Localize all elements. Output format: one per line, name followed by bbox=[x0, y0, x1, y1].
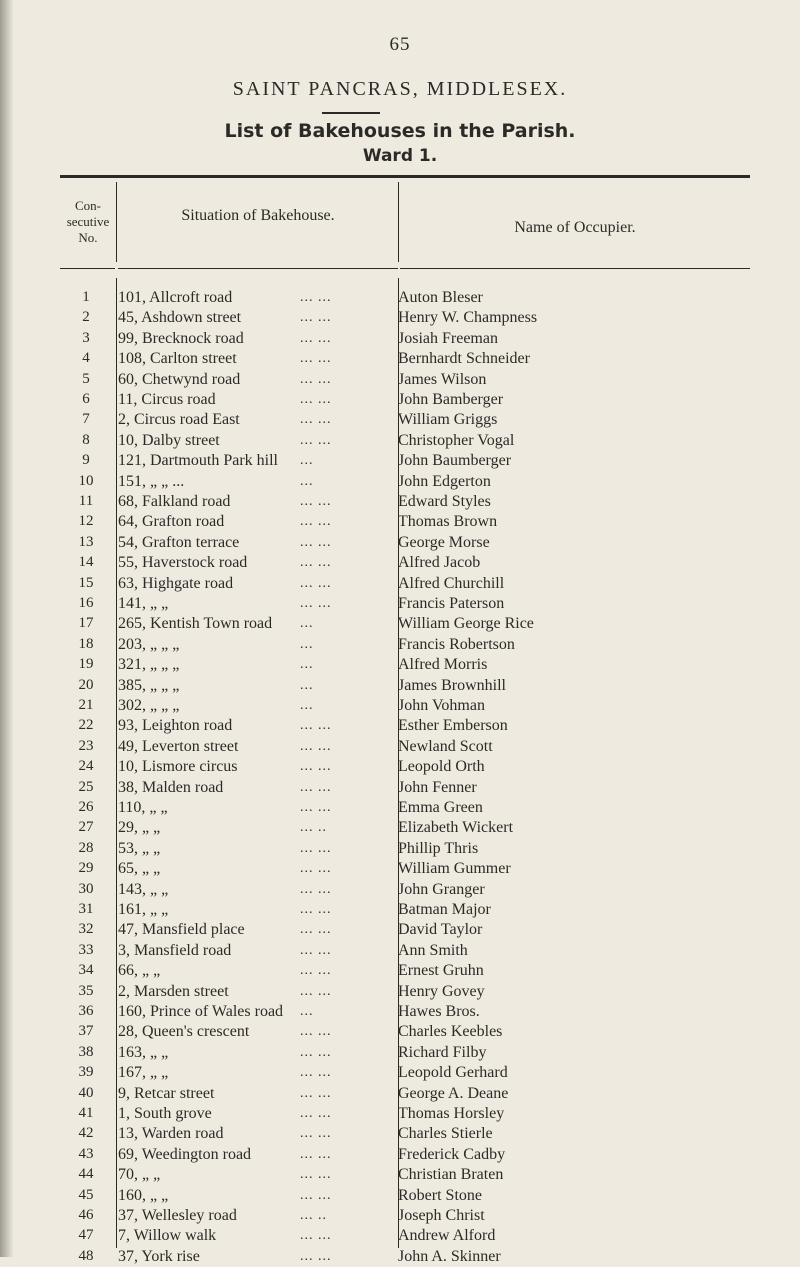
leader-dots: ... ... bbox=[300, 1106, 332, 1121]
leader-dots: ... ... bbox=[300, 1085, 332, 1101]
column-header-consecutive-no: Con- secutive No. bbox=[66, 198, 110, 245]
leader-dots: ... ... bbox=[300, 575, 332, 591]
bakehouse-situation: 70, „ „ bbox=[118, 1166, 161, 1184]
leader-dots: ... ... bbox=[300, 800, 332, 815]
bakehouse-situation: 54, Grafton terrace bbox=[118, 533, 240, 551]
table-row bbox=[0, 491, 800, 512]
row-number: 21 bbox=[78, 697, 94, 713]
occupier-name: George Morse bbox=[398, 533, 490, 551]
row-number: 44 bbox=[78, 1166, 94, 1183]
occupier-name: Josiah Freeman bbox=[398, 329, 498, 347]
table-row bbox=[0, 348, 800, 369]
leader-dots: ... ... bbox=[300, 759, 332, 775]
bakehouse-situation: 66, „ „ bbox=[118, 962, 161, 980]
header-bottom-rule bbox=[118, 268, 398, 269]
row-number: 8 bbox=[82, 431, 90, 448]
list-heading: List of Bakehouses in the Parish. bbox=[224, 120, 576, 142]
table-row bbox=[0, 532, 800, 553]
row-number: 15 bbox=[78, 574, 94, 591]
table-row bbox=[0, 858, 800, 879]
occupier-name: Auton Bleser bbox=[398, 289, 483, 306]
row-number: 14 bbox=[78, 554, 94, 571]
table-row bbox=[0, 328, 800, 349]
row-number: 36 bbox=[78, 1003, 94, 1019]
bakehouse-situation: 1, South grove bbox=[118, 1105, 212, 1122]
leader-dots: ... bbox=[300, 1004, 314, 1019]
occupier-name: Edward Styles bbox=[398, 493, 491, 510]
leader-dots: ... ... bbox=[300, 922, 332, 938]
row-number: 13 bbox=[78, 533, 94, 550]
leader-dots: ... ... bbox=[300, 840, 332, 856]
leader-dots: ... ... bbox=[300, 902, 332, 917]
leader-dots: ... bbox=[300, 636, 314, 652]
table-row bbox=[0, 960, 800, 981]
table-row bbox=[0, 817, 800, 838]
table-row bbox=[0, 1164, 800, 1185]
bakehouse-situation: 45, Ashdown street bbox=[118, 309, 242, 327]
column-divider bbox=[398, 182, 399, 262]
table-row bbox=[0, 307, 800, 328]
leader-dots: ... ... bbox=[300, 412, 332, 428]
leader-dots: ... ... bbox=[300, 392, 332, 407]
occupier-name: John Baumberger bbox=[398, 452, 512, 470]
row-number: 45 bbox=[78, 1186, 94, 1203]
leader-dots: ... bbox=[300, 473, 314, 489]
occupier-name: Henry Govey bbox=[398, 982, 485, 1000]
leader-dots: ... ... bbox=[300, 290, 332, 305]
row-number: 38 bbox=[78, 1043, 94, 1060]
leader-dots: ... ... bbox=[300, 555, 332, 571]
row-number: 2 bbox=[82, 309, 90, 326]
row-number: 5 bbox=[82, 370, 90, 387]
occupier-name: Esther Emberson bbox=[398, 717, 508, 735]
row-number: 22 bbox=[78, 717, 94, 734]
table-row bbox=[0, 1083, 800, 1104]
occupier-name: Thomas Horsley bbox=[398, 1105, 505, 1122]
leader-dots: ... ... bbox=[300, 351, 332, 367]
row-number: 27 bbox=[78, 819, 94, 836]
bakehouse-situation: 38, Malden road bbox=[118, 778, 224, 796]
table-row bbox=[0, 287, 800, 308]
leader-dots: ... ... bbox=[300, 881, 332, 897]
leader-dots: ... ... bbox=[300, 514, 332, 530]
row-number: 11 bbox=[78, 493, 94, 509]
table-row bbox=[0, 593, 800, 614]
row-number: 40 bbox=[78, 1084, 94, 1101]
leader-dots: ... ... bbox=[300, 861, 332, 877]
occupier-name: Phillip Thris bbox=[398, 839, 479, 857]
table-row bbox=[0, 899, 800, 920]
occupier-name: Alfred Morris bbox=[398, 656, 488, 674]
occupier-name: Robert Stone bbox=[398, 1186, 482, 1204]
bakehouse-situation: 49, Leverton street bbox=[118, 737, 239, 755]
table-row bbox=[0, 450, 800, 471]
bakehouse-situation: 69, Weedington road bbox=[118, 1145, 252, 1163]
row-number: 31 bbox=[78, 901, 94, 917]
bakehouse-situation: 37, York rise bbox=[118, 1247, 200, 1265]
occupier-name: Christian Braten bbox=[398, 1166, 504, 1184]
table-row bbox=[0, 1001, 800, 1022]
table-row bbox=[0, 634, 800, 655]
row-number: 19 bbox=[78, 656, 94, 673]
occupier-name: James Brownhill bbox=[398, 676, 506, 694]
occupier-name: John Bamberger bbox=[398, 391, 504, 408]
table-row bbox=[0, 613, 800, 634]
row-number: 16 bbox=[78, 595, 94, 611]
bakehouse-situation: 7, Willow walk bbox=[118, 1227, 217, 1245]
title-divider bbox=[322, 112, 380, 114]
row-number: 41 bbox=[78, 1105, 94, 1121]
table-row bbox=[0, 1144, 800, 1165]
table-row bbox=[0, 1123, 800, 1144]
bakehouse-situation: 321, „ „ „ bbox=[118, 656, 180, 674]
leader-dots: ... ... bbox=[300, 596, 332, 611]
occupier-name: George A. Deane bbox=[398, 1084, 509, 1102]
leader-dots: ... ... bbox=[300, 330, 332, 346]
bakehouse-situation: 141, „ „ bbox=[118, 595, 169, 612]
table-row bbox=[0, 797, 800, 818]
leader-dots: ... ... bbox=[300, 1248, 332, 1264]
row-number: 29 bbox=[78, 860, 94, 877]
occupier-name: Frederick Cadby bbox=[398, 1145, 506, 1163]
row-number: 10 bbox=[78, 472, 94, 489]
row-number: 30 bbox=[78, 880, 94, 897]
bakehouse-situation: 93, Leighton road bbox=[118, 717, 233, 735]
bakehouse-situation: 99, Brecknock road bbox=[118, 329, 244, 347]
leader-dots: ... ... bbox=[300, 1167, 332, 1183]
bakehouse-situation: 143, „ „ bbox=[118, 880, 169, 898]
occupier-name: John Fenner bbox=[398, 778, 477, 796]
bakehouse-situation: 2, Marsden street bbox=[118, 982, 229, 1000]
occupier-name: Alfred Jacob bbox=[398, 554, 481, 572]
row-number: 32 bbox=[78, 921, 94, 938]
leader-dots: ... ... bbox=[300, 432, 332, 448]
row-number: 23 bbox=[78, 737, 94, 754]
occupier-name: John Granger bbox=[398, 880, 485, 898]
table-row bbox=[0, 879, 800, 900]
table-row bbox=[0, 369, 800, 390]
occupier-name: Richard Filby bbox=[398, 1043, 487, 1061]
table-row bbox=[0, 777, 800, 798]
bakehouse-situation: 55, Haverstock road bbox=[118, 554, 248, 572]
row-number: 25 bbox=[78, 778, 94, 795]
bakehouse-situation: 160, „ „ bbox=[118, 1186, 169, 1204]
row-number: 43 bbox=[78, 1145, 94, 1162]
occupier-name: William Gummer bbox=[398, 860, 511, 878]
leader-dots: ... ... bbox=[300, 1024, 332, 1040]
row-number: 46 bbox=[78, 1207, 94, 1223]
leader-dots: ... ... bbox=[300, 1228, 332, 1244]
occupier-name: Hawes Bros. bbox=[398, 1003, 480, 1020]
bakehouse-situation: 203, „ „ „ bbox=[118, 635, 180, 653]
table-row bbox=[0, 981, 800, 1002]
leader-dots: ... ... bbox=[300, 1146, 332, 1162]
table-row bbox=[0, 695, 800, 716]
table-row bbox=[0, 736, 800, 757]
row-number: 12 bbox=[78, 513, 94, 530]
header-bottom-rule bbox=[400, 268, 750, 269]
row-number: 17 bbox=[78, 615, 94, 632]
bakehouse-situation: 10, Dalby street bbox=[118, 431, 220, 449]
occupier-name: John Edgerton bbox=[398, 472, 491, 490]
table-row bbox=[0, 838, 800, 859]
leader-dots: ... ... bbox=[300, 371, 332, 387]
table-row bbox=[0, 511, 800, 532]
row-number: 1 bbox=[82, 289, 90, 305]
table-row bbox=[0, 1185, 800, 1206]
leader-dots: ... bbox=[300, 657, 314, 673]
occupier-name: William George Rice bbox=[398, 615, 534, 633]
bakehouse-situation: 9, Retcar street bbox=[118, 1084, 215, 1102]
table-row bbox=[0, 1062, 800, 1083]
column-divider bbox=[116, 182, 117, 262]
occupier-name: Bernhardt Schneider bbox=[398, 350, 530, 368]
row-number: 6 bbox=[82, 391, 90, 407]
bakehouse-situation: 2, Circus road East bbox=[118, 411, 240, 429]
column-header-occupier: Name of Occupier. bbox=[514, 219, 636, 236]
bakehouse-situation: 53, „ „ bbox=[118, 839, 161, 857]
leader-dots: ... bbox=[300, 453, 314, 469]
occupier-name: Charles Stierle bbox=[398, 1125, 493, 1143]
occupier-name: Ernest Gruhn bbox=[398, 962, 484, 980]
table-row bbox=[0, 715, 800, 736]
header-bottom-rule bbox=[60, 268, 115, 269]
column-header-situation: Situation of Bakehouse. bbox=[181, 207, 335, 224]
occupier-name: Francis Robertson bbox=[398, 635, 515, 653]
row-number: 37 bbox=[78, 1023, 94, 1040]
leader-dots: ... ... bbox=[300, 1065, 332, 1081]
table-top-rule bbox=[60, 175, 750, 178]
table-row bbox=[0, 471, 800, 492]
row-number: 35 bbox=[78, 982, 94, 999]
bakehouse-situation: 11, Circus road bbox=[118, 391, 216, 408]
occupier-name: Charles Keebles bbox=[398, 1023, 503, 1041]
bakehouse-situation: 13, Warden road bbox=[118, 1125, 224, 1143]
table-row bbox=[0, 919, 800, 940]
leader-dots: ... ... bbox=[300, 738, 332, 754]
row-number: 4 bbox=[82, 350, 90, 367]
bakehouse-situation: 160, Prince of Wales road bbox=[118, 1003, 284, 1020]
bakehouse-situation: 65, „ „ bbox=[118, 860, 161, 878]
bakehouse-situation: 110, „ „ bbox=[118, 799, 168, 816]
table-row bbox=[0, 675, 800, 696]
bakehouse-situation: 163, „ „ bbox=[118, 1043, 169, 1061]
bakehouse-situation: 385, „ „ „ bbox=[118, 676, 180, 694]
leader-dots: ... bbox=[300, 616, 314, 632]
row-number: 24 bbox=[78, 758, 94, 775]
occupier-name: Christopher Vogal bbox=[398, 431, 515, 449]
bakehouse-situation: 3, Mansfield road bbox=[118, 941, 232, 959]
leader-dots: ... ... bbox=[300, 718, 332, 734]
table-row bbox=[0, 409, 800, 430]
occupier-name: Batman Major bbox=[398, 901, 491, 918]
leader-dots: ... ... bbox=[300, 494, 332, 509]
row-number: 39 bbox=[78, 1064, 94, 1081]
occupier-name: Joseph Christ bbox=[398, 1207, 485, 1224]
table-row bbox=[0, 552, 800, 573]
table-row bbox=[0, 430, 800, 451]
bakehouse-situation: 47, Mansfield place bbox=[118, 921, 245, 939]
leader-dots: ... ... bbox=[300, 310, 332, 326]
row-number: 9 bbox=[82, 452, 90, 469]
bakehouse-situation: 151, „ „ ... bbox=[118, 472, 185, 490]
bakehouse-situation: 121, Dartmouth Park hill bbox=[118, 452, 278, 470]
row-number: 18 bbox=[78, 635, 94, 652]
occupier-name: Andrew Alford bbox=[398, 1227, 496, 1245]
bakehouse-situation: 167, „ „ bbox=[118, 1064, 169, 1082]
bakehouse-situation: 63, Highgate road bbox=[118, 574, 234, 592]
table-row bbox=[0, 389, 800, 410]
page-number: 65 bbox=[389, 34, 411, 55]
row-number: 42 bbox=[78, 1125, 94, 1142]
table-row bbox=[0, 756, 800, 777]
table-row bbox=[0, 940, 800, 961]
table-row bbox=[0, 1225, 800, 1246]
row-number: 7 bbox=[82, 411, 90, 428]
table-row bbox=[0, 1042, 800, 1063]
row-number: 3 bbox=[82, 329, 90, 346]
row-number: 47 bbox=[78, 1227, 94, 1244]
table-row bbox=[0, 1246, 800, 1267]
occupier-name: Leopold Gerhard bbox=[398, 1064, 508, 1082]
bakehouse-situation: 10, Lismore circus bbox=[118, 758, 238, 776]
occupier-name: Thomas Brown bbox=[398, 513, 498, 531]
leader-dots: ... ... bbox=[300, 779, 332, 795]
leader-dots: ... ... bbox=[300, 1044, 332, 1060]
leader-dots: ... .. bbox=[300, 1208, 327, 1223]
bakehouse-situation: 101, Allcroft road bbox=[118, 289, 233, 306]
row-number: 26 bbox=[78, 799, 94, 815]
bakehouse-situation: 68, Falkland road bbox=[118, 493, 231, 510]
bakehouse-situation: 108, Carlton street bbox=[118, 350, 237, 368]
row-number: 20 bbox=[78, 676, 94, 693]
bakehouse-situation: 302, „ „ „ bbox=[118, 697, 180, 714]
table-row bbox=[0, 654, 800, 675]
table-row bbox=[0, 573, 800, 594]
bakehouse-situation: 64, Grafton road bbox=[118, 513, 225, 531]
leader-dots: ... ... bbox=[300, 1187, 332, 1203]
occupier-name: Leopold Orth bbox=[398, 758, 485, 776]
bakehouse-situation: 28, Queen's crescent bbox=[118, 1023, 250, 1041]
bakehouse-situation: 161, „ „ bbox=[118, 901, 169, 918]
occupier-name: Elizabeth Wickert bbox=[398, 819, 514, 837]
occupier-name: Emma Green bbox=[398, 799, 483, 816]
table-row bbox=[0, 1205, 800, 1226]
occupier-name: Ann Smith bbox=[398, 941, 468, 959]
bakehouse-situation: 29, „ „ bbox=[118, 819, 161, 837]
leader-dots: ... ... bbox=[300, 1126, 332, 1142]
occupier-name: John Vohman bbox=[398, 697, 485, 714]
row-number: 28 bbox=[78, 839, 94, 856]
ward-heading: Ward 1. bbox=[362, 146, 438, 166]
page-title: SAINT PANCRAS, MIDDLESEX. bbox=[232, 78, 568, 100]
leader-dots: ... ... bbox=[300, 983, 332, 999]
occupier-name: John A. Skinner bbox=[398, 1247, 501, 1265]
occupier-name: Francis Paterson bbox=[398, 595, 505, 612]
bakehouse-situation: 265, Kentish Town road bbox=[118, 615, 273, 633]
occupier-name: Newland Scott bbox=[398, 737, 493, 755]
table-row bbox=[0, 1103, 800, 1124]
row-number: 33 bbox=[78, 941, 94, 958]
occupier-name: William Griggs bbox=[398, 411, 498, 429]
row-number: 34 bbox=[78, 962, 94, 979]
bakehouse-situation: 60, Chetwynd road bbox=[118, 370, 241, 388]
row-number: 48 bbox=[78, 1247, 94, 1264]
occupier-name: Henry W. Champness bbox=[398, 309, 538, 327]
leader-dots: ... .. bbox=[300, 820, 327, 836]
occupier-name: James Wilson bbox=[398, 370, 487, 388]
occupier-name: David Taylor bbox=[398, 921, 483, 939]
bakehouse-situation: 37, Wellesley road bbox=[118, 1207, 237, 1224]
table-row bbox=[0, 1021, 800, 1042]
leader-dots: ... ... bbox=[300, 534, 332, 550]
occupier-name: Alfred Churchill bbox=[398, 574, 505, 592]
leader-dots: ... bbox=[300, 677, 314, 693]
leader-dots: ... ... bbox=[300, 942, 332, 958]
leader-dots: ... bbox=[300, 698, 314, 713]
leader-dots: ... ... bbox=[300, 963, 332, 979]
